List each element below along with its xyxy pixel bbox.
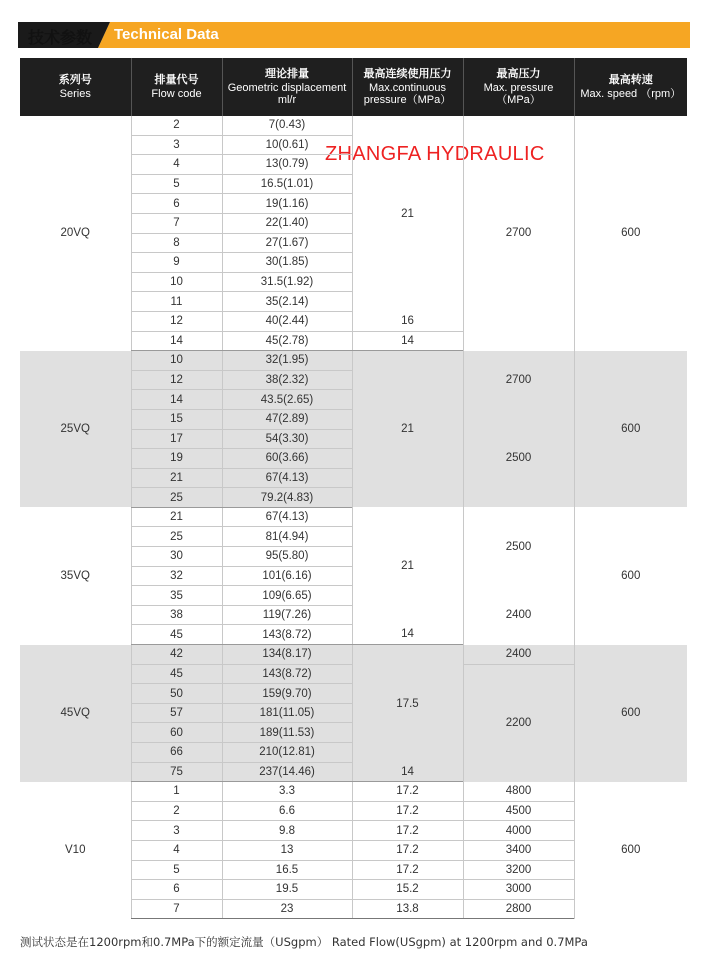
section-header — [18, 22, 690, 48]
col-header-en: Geometric displacement ml/r — [227, 82, 347, 106]
displacement-cell: 47(2.89) — [222, 409, 352, 429]
flow-code-cell: 50 — [131, 684, 222, 704]
col-header-en: Max.continuous pressure（MPa） — [363, 82, 452, 106]
flow-code-cell: 60 — [131, 723, 222, 743]
displacement-cell: 95(5.80) — [222, 547, 352, 567]
displacement-cell: 159(9.70) — [222, 684, 352, 704]
series-cell: V10 — [65, 844, 86, 857]
cont-pressure-cell: 21 — [352, 351, 463, 508]
cont-pressure-cell: 16 — [352, 311, 463, 331]
flow-code-cell: 17 — [131, 429, 222, 449]
displacement-cell: 6.6 — [222, 801, 352, 821]
table-row — [20, 645, 687, 665]
header-title-en: Technical Data — [114, 26, 219, 43]
col-header-en: Series — [59, 88, 91, 100]
cont-pressure-cell: 15.2 — [352, 880, 463, 900]
displacement-cell: 13 — [222, 840, 352, 860]
series-cell: 20VQ — [60, 227, 90, 240]
col-header-en: Flow code — [151, 88, 202, 100]
displacement-cell: 109(6.65) — [222, 586, 352, 606]
flow-code-cell: 7 — [131, 213, 222, 233]
flow-code-cell: 4 — [131, 840, 222, 860]
displacement-cell: 43.5(2.65) — [222, 390, 352, 410]
max-pressure-cell: 4500 — [463, 801, 574, 821]
displacement-cell: 3.3 — [222, 782, 352, 802]
cont-pressure-cell: 21 — [352, 116, 463, 311]
max-pressure-cell: 2500 — [463, 507, 574, 585]
table-row — [20, 351, 687, 371]
displacement-cell: 27(1.67) — [222, 233, 352, 253]
col-header-series — [20, 58, 131, 116]
flow-code-cell: 12 — [131, 370, 222, 390]
flow-code-cell: 2 — [131, 116, 222, 135]
table-body — [20, 116, 687, 919]
max-pressure-cell: 4000 — [463, 821, 574, 841]
flow-code-cell: 30 — [131, 547, 222, 567]
col-header-cn: 系列号 — [58, 73, 92, 86]
max-pressure-cell: 2800 — [463, 899, 574, 919]
series-cell: 45VQ — [20, 645, 131, 782]
displacement-cell: 181(11.05) — [222, 703, 352, 723]
flow-code-cell: 21 — [131, 507, 222, 527]
displacement-cell: 54(3.30) — [222, 429, 352, 449]
cont-pressure-cell: 14 — [352, 762, 463, 782]
displacement-cell: 81(4.94) — [222, 527, 352, 547]
col-header-cn: 最高连续使用压力 — [363, 67, 452, 80]
col-header-max-pressure — [463, 58, 574, 116]
displacement-cell: 67(4.13) — [222, 468, 352, 488]
flow-code-cell: 6 — [131, 194, 222, 214]
displacement-cell: 31.5(1.92) — [222, 272, 352, 292]
series-cell: 25VQ — [20, 351, 131, 508]
max-pressure-cell: 2700 — [463, 351, 574, 410]
flow-code-cell: 19 — [131, 449, 222, 469]
col-header-en: Max. pressure （MPa） — [483, 82, 554, 106]
displacement-cell: 67(4.13) — [222, 507, 352, 527]
table-row — [20, 507, 687, 527]
flow-code-cell: 66 — [131, 743, 222, 763]
cont-pressure-cell: 17.2 — [352, 782, 463, 802]
displacement-cell: 45(2.78) — [222, 331, 352, 351]
flow-code-cell: 45 — [131, 625, 222, 645]
flow-code-cell: 3 — [131, 135, 222, 155]
displacement-cell: 13(0.79) — [222, 155, 352, 175]
flow-code-cell: 14 — [131, 331, 222, 351]
footnote: 测试状态是在1200rpm和0.7MPa下的额定流量（USgpm） Rated Flow(USgpm) at 1200rpm and 0.7MPa — [20, 935, 588, 949]
flow-code-cell: 12 — [131, 311, 222, 331]
flow-code-cell: 38 — [131, 605, 222, 625]
col-header-cn: 最高压力 — [496, 67, 541, 80]
displacement-cell: 16.5(1.01) — [222, 174, 352, 194]
col-header-displacement — [222, 58, 352, 116]
watermark-text: ZHANGFA HYDRAULIC — [325, 143, 545, 165]
flow-code-cell: 7 — [131, 899, 222, 919]
flow-code-cell: 10 — [131, 351, 222, 371]
flow-code-cell: 9 — [131, 253, 222, 273]
flow-code-cell: 21 — [131, 468, 222, 488]
cont-pressure-cell: 14 — [352, 625, 463, 645]
flow-code-cell: 42 — [131, 645, 222, 665]
displacement-cell: 9.8 — [222, 821, 352, 841]
col-header-cn: 排量代号 — [154, 73, 199, 86]
max-pressure-cell: 3200 — [463, 860, 574, 880]
table-row — [20, 782, 687, 802]
table-row — [20, 116, 687, 135]
cont-pressure-cell: 17.5 — [352, 645, 463, 763]
flow-code-cell: 2 — [131, 801, 222, 821]
flow-code-cell: 25 — [131, 527, 222, 547]
flow-code-cell: 11 — [131, 292, 222, 312]
series-cell: 35VQ — [60, 569, 90, 582]
flow-code-cell: 5 — [131, 174, 222, 194]
col-header-cont-pressure — [352, 58, 463, 116]
cont-pressure-cell: 17.2 — [352, 821, 463, 841]
flow-code-cell: 57 — [131, 703, 222, 723]
displacement-cell: 32(1.95) — [222, 351, 352, 371]
displacement-cell: 35(2.14) — [222, 292, 352, 312]
flow-code-cell: 6 — [131, 880, 222, 900]
flow-code-cell: 5 — [131, 860, 222, 880]
max-pressure-cell: 3000 — [463, 880, 574, 900]
max-speed-cell: 600 — [574, 507, 687, 644]
flow-code-cell: 25 — [131, 488, 222, 508]
cont-pressure-cell: 17.2 — [352, 801, 463, 821]
col-header-max-speed — [574, 58, 687, 116]
max-pressure-cell: 2400 — [463, 645, 574, 665]
max-speed-cell: 600 — [574, 116, 687, 351]
cont-pressure-cell: 17.2 — [352, 840, 463, 860]
displacement-cell: 189(11.53) — [222, 723, 352, 743]
displacement-cell: 101(6.16) — [222, 566, 352, 586]
col-header-cn: 理论排量 — [265, 67, 309, 80]
displacement-cell: 40(2.44) — [222, 311, 352, 331]
displacement-cell: 237(14.46) — [222, 762, 352, 782]
flow-code-cell: 8 — [131, 233, 222, 253]
col-header-en: Max. speed （rpm） — [580, 88, 682, 100]
displacement-cell: 10(0.61) — [222, 135, 352, 155]
max-pressure-cell: 2500 — [463, 409, 574, 507]
col-header-cn: 最高转速 — [608, 73, 653, 86]
technical-data-table — [20, 58, 687, 919]
flow-code-cell: 14 — [131, 390, 222, 410]
flow-code-cell: 45 — [131, 664, 222, 684]
max-speed-cell: 600 — [574, 351, 687, 508]
flow-code-cell: 10 — [131, 272, 222, 292]
max-pressure-cell: 2200 — [463, 664, 574, 782]
cont-pressure-cell: 17.2 — [352, 860, 463, 880]
displacement-cell: 38(2.32) — [222, 370, 352, 390]
displacement-cell: 19(1.16) — [222, 194, 352, 214]
displacement-cell: 119(7.26) — [222, 605, 352, 625]
col-header-flow-code — [131, 58, 222, 116]
displacement-cell: 79.2(4.83) — [222, 488, 352, 508]
displacement-cell: 23 — [222, 899, 352, 919]
displacement-cell: 60(3.66) — [222, 449, 352, 469]
max-speed-cell: 600 — [574, 645, 687, 782]
flow-code-cell: 15 — [131, 409, 222, 429]
max-speed-cell: 600 — [574, 782, 687, 919]
max-pressure-cell: 2700 — [463, 116, 574, 351]
max-pressure-cell: 4800 — [463, 782, 574, 802]
cont-pressure-cell: 21 — [352, 507, 463, 625]
displacement-cell: 143(8.72) — [222, 625, 352, 645]
max-pressure-cell: 3400 — [463, 840, 574, 860]
displacement-cell: 22(1.40) — [222, 213, 352, 233]
displacement-cell: 7(0.43) — [222, 116, 352, 135]
displacement-cell: 134(8.17) — [222, 645, 352, 665]
displacement-cell: 143(8.72) — [222, 664, 352, 684]
displacement-cell: 210(12.81) — [222, 743, 352, 763]
displacement-cell: 19.5 — [222, 880, 352, 900]
flow-code-cell: 4 — [131, 155, 222, 175]
table-header-row — [20, 58, 687, 116]
header-title-cn: 技术参数 — [28, 28, 93, 47]
displacement-cell: 30(1.85) — [222, 253, 352, 273]
max-pressure-cell: 2400 — [463, 586, 574, 645]
cont-pressure-cell: 13.8 — [352, 899, 463, 919]
flow-code-cell: 35 — [131, 586, 222, 606]
flow-code-cell: 32 — [131, 566, 222, 586]
cont-pressure-cell: 14 — [352, 331, 463, 351]
flow-code-cell: 3 — [131, 821, 222, 841]
displacement-cell: 16.5 — [222, 860, 352, 880]
flow-code-cell: 1 — [131, 782, 222, 802]
flow-code-cell: 75 — [131, 762, 222, 782]
